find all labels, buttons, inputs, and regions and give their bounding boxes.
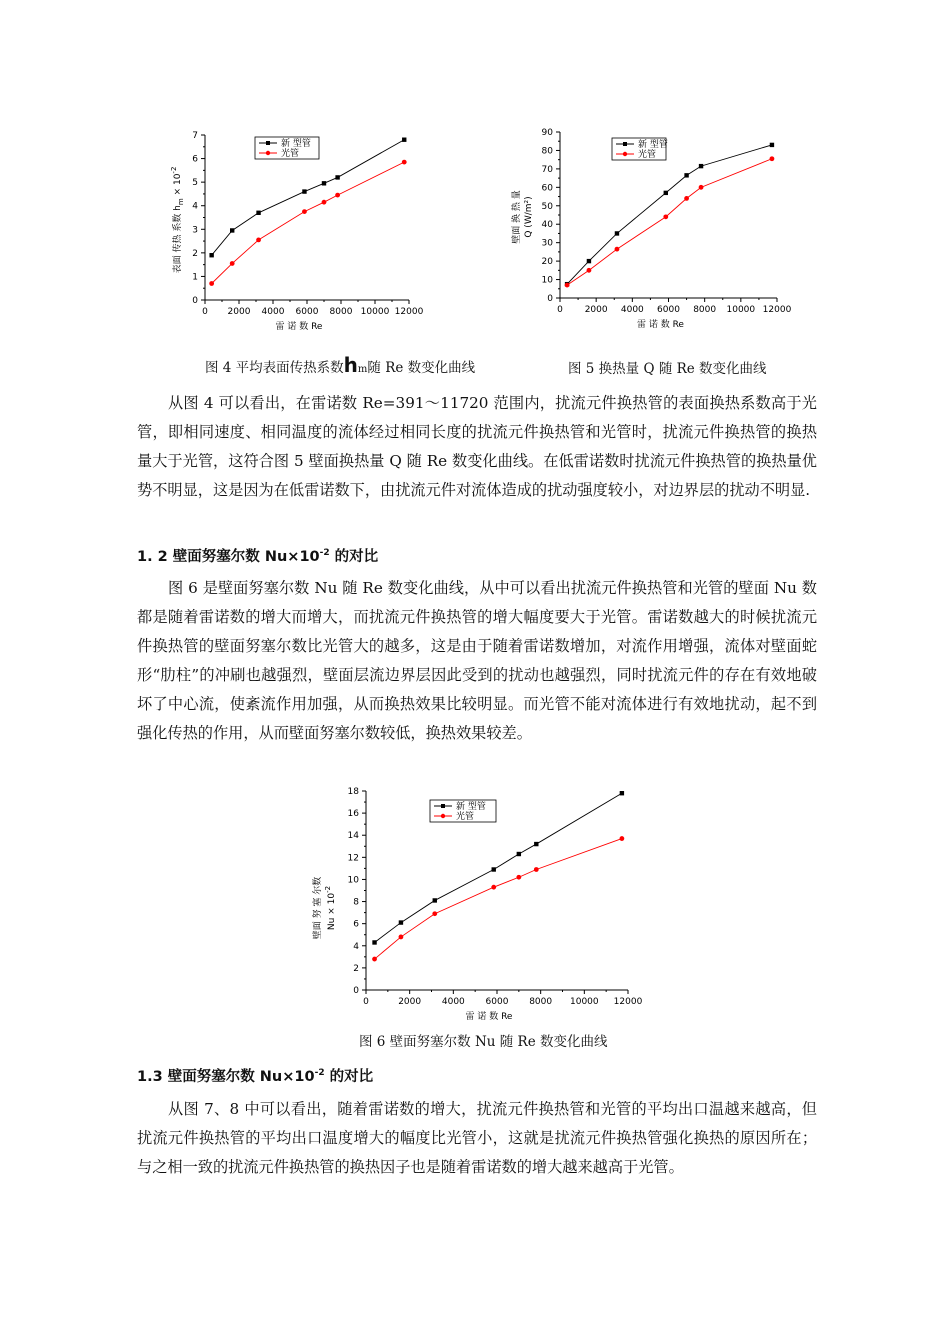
data-point-circle xyxy=(615,247,620,252)
heading-1-3-suffix: 的对比 xyxy=(324,1069,374,1085)
y-tick-label: 90 xyxy=(541,128,553,138)
legend-label-0: 新 型管 xyxy=(281,139,311,149)
data-point-circle xyxy=(230,261,235,266)
y-tick-label: 80 xyxy=(541,146,553,157)
x-tick-label: 8000 xyxy=(693,305,717,315)
data-point-square xyxy=(534,842,538,846)
data-point-square xyxy=(615,231,619,235)
data-point-circle xyxy=(534,867,539,872)
paragraph-1 xyxy=(137,389,817,505)
series-line-1 xyxy=(375,839,622,960)
legend-label-0: 新 型管 xyxy=(638,140,668,150)
y-axis-title-2: $Nu \times 10^{-2}$ xyxy=(324,885,337,931)
y-tick-label: 5 xyxy=(192,178,198,189)
section-heading-1-3 xyxy=(137,1065,373,1086)
paragraph-3 xyxy=(137,1095,817,1182)
y-axis-title: 表面 传热 系数 $h_m \times 10^{-2}$ xyxy=(170,166,185,274)
legend-label-0: 新 型管 xyxy=(456,802,486,812)
paragraph-2-text: 图 6 是壁面努塞尔数 Nu 随 Re 数变化曲线，从中可以看出扰流元件换热管和光管的壁面 Nu 数都是随着雷诺数的增大而增大，而扰流元件换热管的增大幅度要大于光管。雷诺数越大的时候扰流元件换热管的壁面努塞尔数比光管大的越多，这是由于随着雷诺数增加，对流作用增强，流体对壁面蛇形“肋柱”的冲刷也越强烈，壁面层流边界层因此受到的扰动也越强烈，同时扰流元件的存在有效地破坏了中心流，使紊流作用加强，从而换热效果比较明显。而光管不能对流体进行有效地扰动，起不到强化传热的作用，从而壁面努塞尔数较低，换热效果较差。 xyxy=(137,579,817,742)
x-tick-label: 8000 xyxy=(529,997,553,1007)
x-tick-label: 12000 xyxy=(613,997,643,1007)
figure-4-caption-symbol: h xyxy=(343,353,358,377)
heading-1-3-prefix: 1.3 壁面努塞尔数 Nu×10 xyxy=(137,1069,315,1085)
figure-6-chart xyxy=(300,783,645,1028)
y-tick-label: 40 xyxy=(541,220,553,231)
x-tick-label: 6000 xyxy=(657,305,680,315)
y-tick-label: 10 xyxy=(541,275,553,286)
y-tick-label: 6 xyxy=(192,154,198,165)
y-tick-label: 4 xyxy=(353,941,359,952)
x-tick-label: 0 xyxy=(202,307,208,317)
x-tick-label: 12000 xyxy=(762,305,792,315)
data-point-square xyxy=(587,259,591,263)
y-tick-label: 12 xyxy=(347,853,359,864)
data-point-circle xyxy=(256,237,261,242)
y-tick-label: 60 xyxy=(541,183,553,194)
figure-5-chart xyxy=(505,122,795,334)
data-point-square xyxy=(492,867,496,871)
data-point-square xyxy=(620,791,624,795)
data-point-square xyxy=(399,920,403,924)
data-point-circle xyxy=(770,156,775,161)
section-heading-1-2 xyxy=(137,545,378,566)
x-tick-label: 6000 xyxy=(485,997,509,1007)
legend-marker-square xyxy=(623,142,627,146)
axes xyxy=(201,135,409,304)
y-tick-label: 14 xyxy=(347,831,359,842)
figure-4-caption-subscript: m xyxy=(357,364,368,375)
x-tick-label: 0 xyxy=(363,997,369,1007)
data-point-square xyxy=(402,138,406,142)
y-tick-label: 4 xyxy=(192,201,198,212)
figure-4-caption xyxy=(205,353,475,377)
data-point-circle xyxy=(663,214,668,219)
data-point-square xyxy=(699,164,703,168)
x-tick-label: 12000 xyxy=(394,307,424,317)
y-tick-label: 3 xyxy=(192,225,198,236)
data-point-circle xyxy=(209,281,214,286)
y-tick-label: 8 xyxy=(353,897,359,908)
y-tick-label: 0 xyxy=(547,294,553,304)
data-point-square xyxy=(256,211,260,215)
x-tick-label: 10000 xyxy=(360,307,390,317)
series-line-1 xyxy=(567,159,772,285)
x-axis-title: 雷 诺 数 Re xyxy=(275,322,323,332)
data-point-circle xyxy=(432,911,437,916)
y-tick-label: 18 xyxy=(347,787,359,797)
legend-marker-circle xyxy=(623,152,627,156)
heading-1-2-sup: -2 xyxy=(319,548,330,559)
y-tick-label: 0 xyxy=(353,986,359,996)
data-point-circle xyxy=(684,196,689,201)
x-tick-label: 4000 xyxy=(261,307,285,317)
data-point-circle xyxy=(491,885,496,890)
data-point-square xyxy=(664,191,668,195)
y-tick-label: 2 xyxy=(353,963,359,974)
y-tick-label: 10 xyxy=(347,875,359,886)
data-point-square xyxy=(209,253,213,257)
y-tick-label: 7 xyxy=(192,131,198,141)
y-axis-title: 壁面 努 塞 尔数 xyxy=(313,876,323,940)
data-point-square xyxy=(517,852,521,856)
data-point-circle xyxy=(302,209,307,214)
x-axis-title: 雷 诺 数 Re xyxy=(465,1012,513,1022)
y-tick-label: 20 xyxy=(541,257,553,268)
legend xyxy=(255,137,319,159)
data-point-square xyxy=(684,173,688,177)
legend xyxy=(430,800,496,822)
figure-4-chart xyxy=(160,125,450,335)
x-axis-title: 雷 诺 数 Re xyxy=(637,320,684,330)
legend xyxy=(612,138,668,160)
series-line-1 xyxy=(212,162,405,283)
data-point-square xyxy=(302,189,306,193)
data-point-circle xyxy=(516,875,521,880)
legend-label-1: 光管 xyxy=(638,150,657,160)
x-tick-label: 4000 xyxy=(441,997,465,1007)
x-tick-label: 8000 xyxy=(329,307,353,317)
x-tick-label: 6000 xyxy=(295,307,319,317)
x-tick-label: 0 xyxy=(557,305,563,315)
heading-1-2-suffix: 的对比 xyxy=(329,549,379,565)
y-tick-label: 0 xyxy=(192,296,198,306)
figure-4-caption-suffix: 随 Re 数变化曲线 xyxy=(367,360,476,376)
y-tick-label: 30 xyxy=(541,238,553,249)
y-tick-label: 16 xyxy=(347,809,359,820)
y-tick-label: 50 xyxy=(541,201,553,212)
data-point-circle xyxy=(335,193,340,198)
y-tick-label: 2 xyxy=(192,248,198,259)
data-point-circle xyxy=(587,268,592,273)
paragraph-1-text: 从图 4 可以看出，在雷诺数 Re=391～11720 范围内，扰流元件换热管的表面换热系数高于光管，即相同速度、相同温度的流体经过相同长度的扰流元件换热管和光管时，扰流元件换热管的换热量大于光管，这符合图 5 壁面换热量 Q 随 Re 数变化曲线。在低雷诺数时扰流元件换热管的换热量优势不明显，这是因为在低雷诺数下，由扰流元件对流体造成的扰动强度较小，对边界层的扰动不明显. xyxy=(137,394,817,499)
y-tick-label: 1 xyxy=(192,272,198,283)
heading-1-3-sup: -2 xyxy=(314,1068,325,1079)
data-point-circle xyxy=(322,200,327,205)
legend-marker-square xyxy=(266,141,270,145)
y-tick-label: 70 xyxy=(541,164,553,175)
data-point-circle xyxy=(565,283,570,288)
data-point-circle xyxy=(402,160,407,165)
figure-4-caption-prefix: 图 4 平均表面传热系数 xyxy=(205,360,344,376)
data-point-square xyxy=(335,175,339,179)
data-point-circle xyxy=(619,836,624,841)
x-tick-label: 2000 xyxy=(398,997,422,1007)
heading-1-2-prefix: 1. 2 壁面努塞尔数 Nu×10 xyxy=(137,549,320,565)
x-tick-label: 10000 xyxy=(570,997,599,1007)
legend-label-1: 光管 xyxy=(281,149,300,159)
legend-label-1: 光管 xyxy=(456,812,475,822)
data-point-square xyxy=(322,181,326,185)
y-tick-label: 6 xyxy=(353,919,359,930)
legend-marker-square xyxy=(441,804,445,808)
data-point-square xyxy=(433,898,437,902)
figure-5-caption: 图 5 换热量 Q 随 Re 数变化曲线 xyxy=(568,361,767,377)
paragraph-3-text: 从图 7、8 中可以看出，随着雷诺数的增大，扰流元件换热管和光管的平均出口温越来越高，但扰流元件换热管的平均出口温度增大的幅度比光管小，这就是扰流元件换热管强化换热的原因所在；与之相一致的扰流元件换热管的换热因子也是随着雷诺数的增大越来越高于光管。 xyxy=(137,1100,817,1176)
legend-marker-circle xyxy=(266,151,270,155)
x-tick-label: 2000 xyxy=(227,307,251,317)
data-point-square xyxy=(230,228,234,232)
data-point-circle xyxy=(699,185,704,190)
y-axis-title-unit: Q (W/m²) xyxy=(524,196,534,238)
series-line-0 xyxy=(375,793,622,942)
figure-6-caption: 图 6 壁面努塞尔数 Nu 随 Re 数变化曲线 xyxy=(359,1034,608,1050)
data-point-square xyxy=(770,143,774,147)
y-axis-title: 壁面 换 热 量 xyxy=(512,190,522,244)
data-point-circle xyxy=(372,957,377,962)
paragraph-2 xyxy=(137,574,817,748)
x-tick-label: 2000 xyxy=(584,305,608,315)
legend-marker-circle xyxy=(441,814,445,818)
x-tick-label: 4000 xyxy=(620,305,644,315)
data-point-square xyxy=(372,940,376,944)
x-tick-label: 10000 xyxy=(726,305,756,315)
data-point-circle xyxy=(399,935,404,940)
